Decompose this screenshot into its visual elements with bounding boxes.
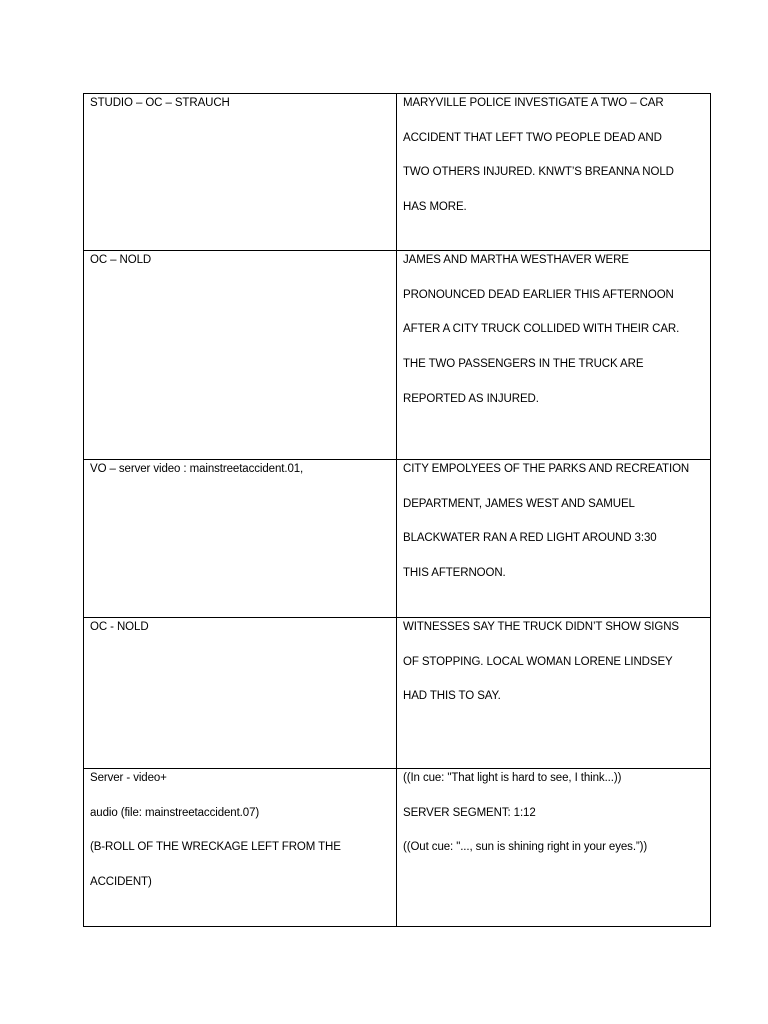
script-copy-line: TWO OTHERS INJURED. KNWT’S BREANNA NOLD — [403, 166, 674, 179]
script-copy-line: MARYVILLE POLICE INVESTIGATE A TWO – CAR — [403, 97, 664, 109]
script-copy-line: CITY EMPOLYEES OF THE PARKS AND RECREATION — [403, 463, 690, 475]
shot-direction-line: OC - NOLD — [90, 621, 149, 633]
script-copy-line: SERVER SEGMENT: 1:12 — [403, 806, 536, 819]
script-copy-cell — [397, 251, 711, 460]
shot-direction-cell — [84, 251, 397, 460]
script-row — [84, 251, 711, 460]
script-row — [84, 460, 711, 618]
shot-direction-line: STUDIO – OC – STRAUCH — [90, 97, 230, 109]
script-row — [84, 769, 711, 927]
script-copy-cell — [397, 460, 711, 618]
script-copy-line: ((Out cue: "..., sun is shining right in your eyes.”)) — [403, 841, 648, 854]
script-copy-line: ACCIDENT THAT LEFT TWO PEOPLE DEAD AND — [403, 131, 662, 144]
script-row — [84, 94, 711, 251]
shot-direction-cell — [84, 94, 397, 251]
shot-direction-line: OC – NOLD — [90, 254, 152, 266]
script-copy-line: ((In cue: "That light is hard to see, I think...)) — [403, 772, 622, 784]
shot-direction-line: (B-ROLL OF THE WRECKAGE LEFT FROM THE — [90, 841, 341, 854]
script-copy-line: HAS MORE. — [403, 201, 467, 214]
news-script-table — [83, 93, 711, 927]
shot-direction-cell — [84, 618, 397, 769]
shot-direction-line: audio (file: mainstreetaccident.07) — [90, 806, 260, 819]
script-copy-cell — [397, 94, 711, 251]
script-row — [84, 618, 711, 769]
script-copy-line: THE TWO PASSENGERS IN THE TRUCK ARE — [403, 358, 644, 371]
shot-direction-line: Server - video+ — [90, 772, 167, 784]
script-copy-line: BLACKWATER RAN A RED LIGHT AROUND 3:30 — [403, 532, 657, 545]
shot-direction-cell — [84, 460, 397, 618]
script-copy-cell — [397, 618, 711, 769]
script-copy-line: WITNESSES SAY THE TRUCK DIDN’T SHOW SIGNS — [403, 621, 679, 633]
script-copy-cell — [397, 769, 711, 927]
script-copy-line: THIS AFTERNOON. — [403, 567, 506, 580]
script-copy-line: HAD THIS TO SAY. — [403, 690, 501, 703]
script-copy-line: OF STOPPING. LOCAL WOMAN LORENE LINDSEY — [403, 655, 673, 668]
script-copy-line: PRONOUNCED DEAD EARLIER THIS AFTERNOON — [403, 288, 674, 301]
script-copy-line: DEPARTMENT, JAMES WEST AND SAMUEL — [403, 497, 635, 510]
script-copy-line: AFTER A CITY TRUCK COLLIDED WITH THEIR CAR. — [403, 323, 680, 336]
shot-direction-line: VO – server video : mainstreetaccident.01, — [90, 463, 304, 475]
script-copy-line: JAMES AND MARTHA WESTHAVER WERE — [403, 254, 629, 266]
shot-direction-cell — [84, 769, 397, 927]
script-copy-line: REPORTED AS INJURED. — [403, 392, 539, 405]
shot-direction-line: ACCIDENT) — [90, 876, 152, 889]
